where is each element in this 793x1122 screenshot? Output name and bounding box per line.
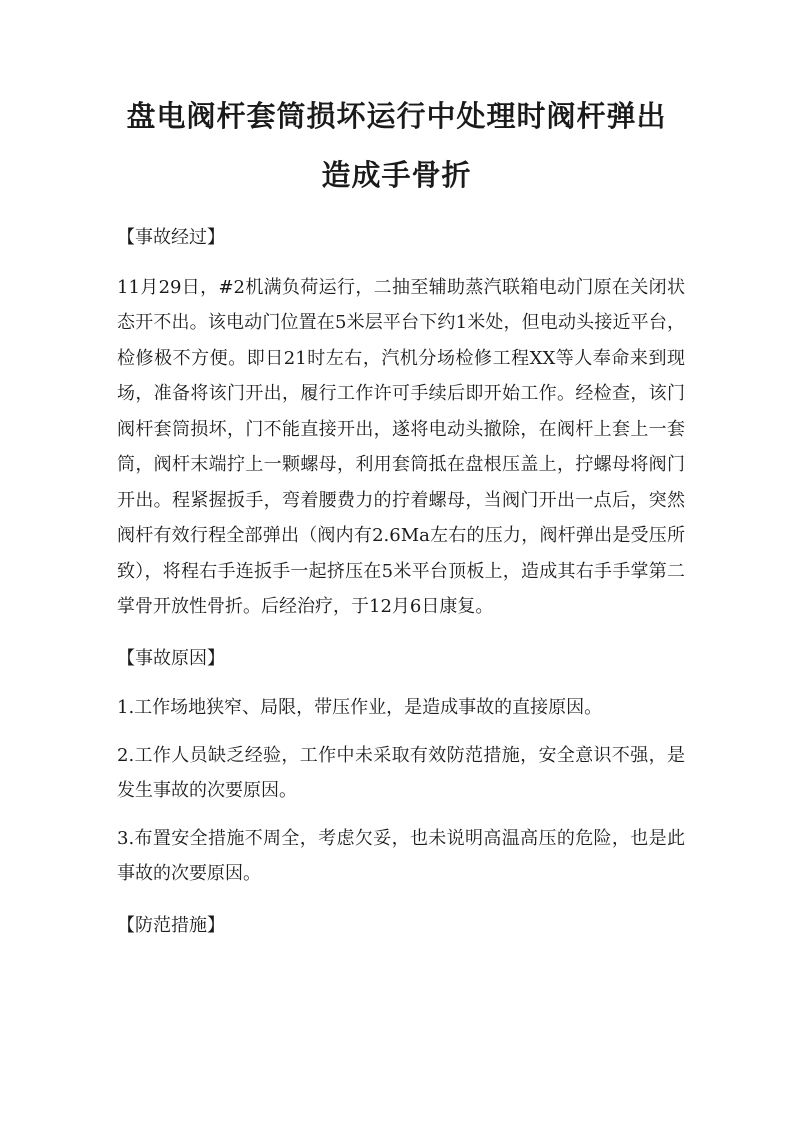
process-paragraph: 11月29日，#2机满负荷运行，二抽至辅助蒸汽联箱电动门原在关闭状态开不出。该电动门位置在5米层平台下约1米处，但电动头接近平台，检修极不方便。即日21时左右，汽机分场检修工程XX等人奉命来到现场，准备将该门开出，履行工作许可手续后即开始工作。经检查，该门阀杆套筒损坏，门不能直接开出，遂将电动头撤除，在阀杆上套上一套筒，阀杆末端拧上一颗螺母，利用套筒抵在盘根压盖上，拧螺母将阀门开出。程紧握扳手，弯着腰费力的拧着螺母，当阀门开出一点后，突然阀杆有效行程全部弹出（阀内有2.6Ma左右的压力，阀杆弹出是受压所致），将程右手连扳手一起挤压在5米平台顶板上，造成其右手手掌第二掌骨开放性骨折。后经治疗，于12月6日康复。 <box>117 276 685 617</box>
section-heading-prevention: 【防范措施】 <box>117 914 225 936</box>
document-body <box>117 220 685 957</box>
cause-item-1: 1.工作场地狭窄、局限，带压作业，是造成事故的直接原因。 <box>117 697 603 718</box>
cause-item-2: 2.工作人员缺乏经验，工作中未采取有效防范措施，安全意识不强，是发生事故的次要原因。 <box>117 744 685 801</box>
cause-item-3: 3.布置安全措施不周全，考虑欠妥，也未说明高温高压的危险，也是此事故的次要原因。 <box>117 827 685 884</box>
section-heading-process: 【事故经过】 <box>117 227 225 248</box>
document-title-line-1: 盘电阀杆套筒损坏运行中处理时阀杆弹出 <box>126 99 667 133</box>
document-title-line-2: 造成手骨折 <box>321 158 472 192</box>
section-heading-causes: 【事故原因】 <box>117 647 225 669</box>
